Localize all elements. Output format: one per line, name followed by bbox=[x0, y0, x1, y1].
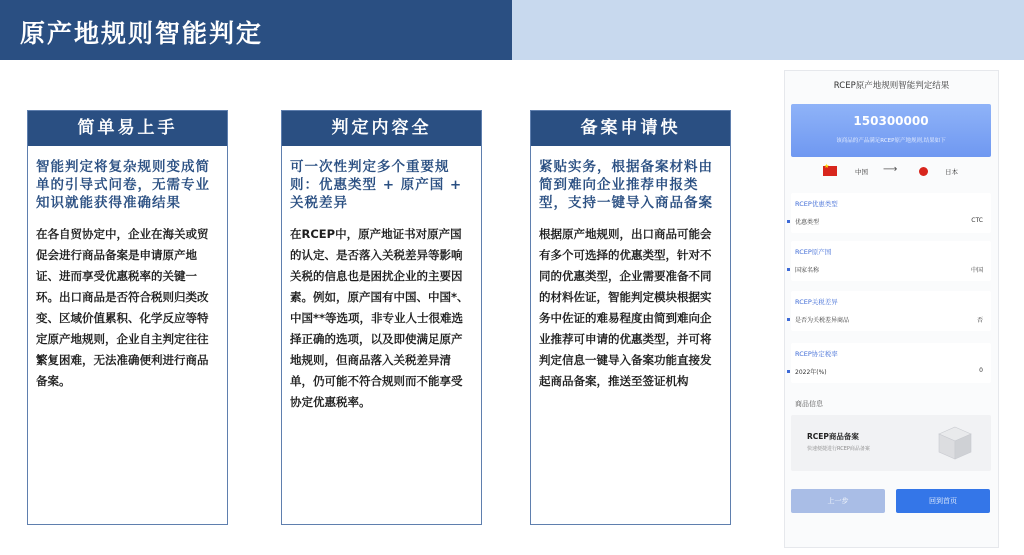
field-label: 优惠类型 bbox=[795, 219, 820, 226]
card-header: 简单易上手 bbox=[28, 111, 227, 146]
origin-country: 中国 bbox=[855, 168, 868, 176]
section-heading: RCEP优惠类型 bbox=[795, 200, 838, 208]
phone-mockup bbox=[784, 70, 999, 548]
card-body: 根据原产地规则，出口商品可能会有多个可选择的优惠类型，针对不同的优惠类型，企业需要准备不同的材料佐证，智能判定模块根据实务中佐证的难易程度由简到难向企业推荐可申请的优惠类型，并可将判定信息一键导入备案功能直接发起商品备案，推送至签证机构 bbox=[539, 227, 712, 388]
previous-step-button[interactable]: 上一步 bbox=[791, 489, 885, 513]
hs-code-desc: 该商品的产品满足RCEP原产地规则,结果如下 bbox=[836, 138, 946, 144]
feature-card-easy bbox=[27, 110, 228, 525]
section-origin-country bbox=[791, 241, 991, 281]
field-value: CTC bbox=[971, 217, 983, 224]
card-subtitle: 紧贴实务，根据备案材料由简到难向企业推荐申报类型，支持一键导入商品备案 bbox=[539, 159, 713, 211]
card-body: 在各自贸协定中，企业在海关或贸促会进行商品备案是申请原产地证、进而享受优惠税率的关键一环。出口商品是否符合税则归类改变、区域价值累积、化学反应等特定原产地规则，企业自主判定往往繁复困难，无法准确便利进行商品备案。 bbox=[36, 227, 209, 388]
card-header: 备案申请快 bbox=[531, 111, 730, 146]
section-heading: RCEP原产国 bbox=[795, 248, 832, 256]
country-route bbox=[791, 163, 991, 181]
section-preference-type bbox=[791, 193, 991, 233]
card-header: 判定内容全 bbox=[282, 111, 481, 146]
product-filing-title: RCEP商品备案 bbox=[807, 432, 859, 441]
section-heading: RCEP关税差异 bbox=[795, 298, 838, 306]
destination-country: 日本 bbox=[945, 168, 958, 176]
package-box-icon bbox=[935, 423, 975, 463]
product-filing-desc: 快速便捷进行RCEP商品备案 bbox=[807, 446, 870, 452]
arrow-right-icon: ⟶ bbox=[883, 164, 898, 175]
field-label: 2022年(%) bbox=[795, 369, 827, 376]
field-label: 国家名称 bbox=[795, 267, 820, 274]
result-title: RCEP原产地规则智能判定结果 bbox=[833, 81, 950, 91]
feature-card-complete bbox=[281, 110, 482, 525]
bullet-icon bbox=[787, 318, 790, 321]
card-subtitle: 智能判定将复杂规则变成简单的引导式问卷，无需专业知识就能获得准确结果 bbox=[36, 159, 210, 211]
title-bar-accent bbox=[512, 0, 1024, 60]
section-tariff-rate bbox=[791, 343, 991, 383]
page-title: 原产地规则智能判定 bbox=[20, 19, 264, 48]
title-bar bbox=[0, 0, 512, 60]
product-filing-card[interactable] bbox=[791, 415, 991, 471]
card-subtitle: 可一次性判定多个重要规则：优惠类型 + 原产国 + 关税差异 bbox=[290, 159, 463, 211]
bullet-icon bbox=[787, 220, 790, 223]
bullet-icon bbox=[787, 268, 790, 271]
field-value: 中国 bbox=[970, 267, 983, 274]
card-body: 在RCEP中，原产地证书对原产国的认定、是否落入关税差异等影响关税的信息也是困扰企业的主要因素。例如，原产国有中国、中国*、中国**等选项，非专业人士很难选择正确的选项，以及即使满足原产地规则，但商品落入关税差异清单，仍可能不符合规则而不能享受协定优惠税率。 bbox=[290, 227, 469, 409]
china-flag-icon bbox=[823, 166, 837, 176]
field-value: 0 bbox=[979, 367, 983, 374]
feature-card-fast bbox=[530, 110, 731, 525]
section-heading: RCEP协定税率 bbox=[795, 350, 838, 358]
back-to-home-button[interactable]: 回到首页 bbox=[896, 489, 990, 513]
japan-flag-icon bbox=[919, 167, 928, 176]
field-label: 是否为关税差异商品 bbox=[795, 317, 850, 324]
product-section-title: 商品信息 bbox=[795, 400, 823, 408]
bullet-icon bbox=[787, 370, 790, 373]
section-tariff-difference bbox=[791, 291, 991, 331]
hs-code-banner bbox=[791, 104, 991, 157]
hs-code: 150300000 bbox=[853, 114, 929, 128]
field-value: 否 bbox=[976, 317, 983, 324]
